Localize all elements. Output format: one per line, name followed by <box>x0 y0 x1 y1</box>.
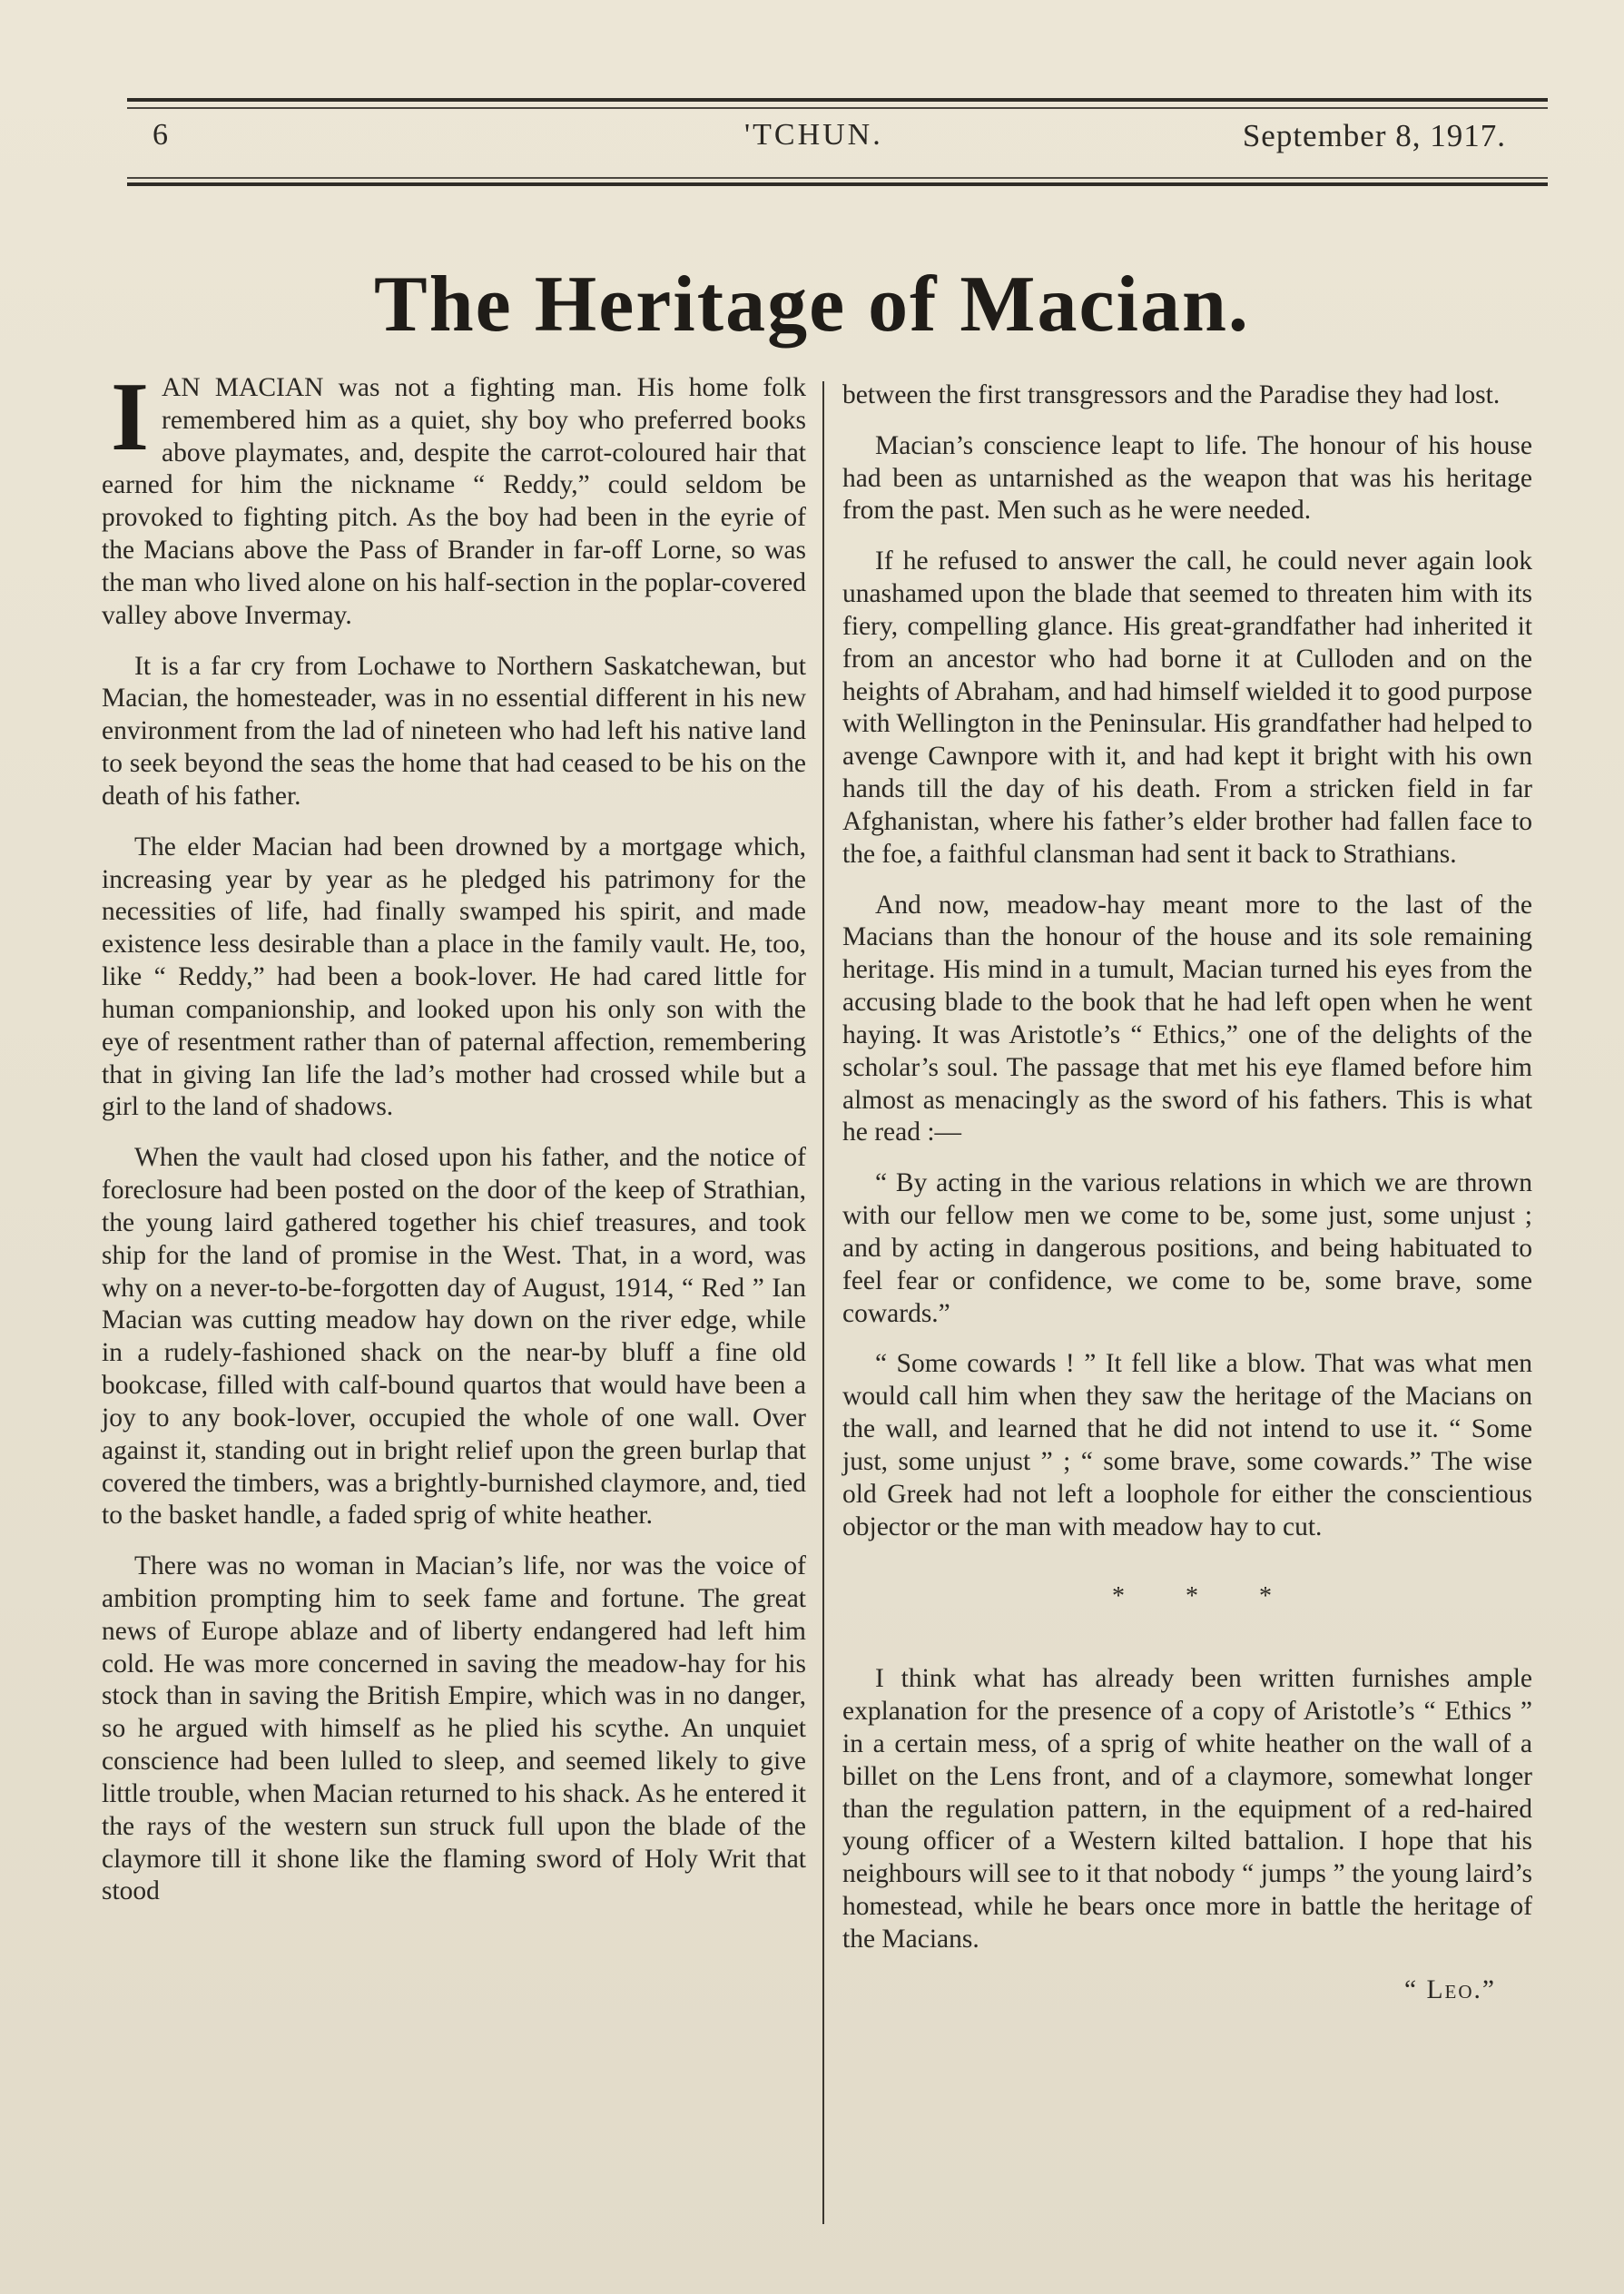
page-number: 6 <box>153 118 169 152</box>
article-column-right <box>842 379 1532 2007</box>
paragraph: between the first transgressors and the Paradise they had lost. <box>842 380 1501 409</box>
paragraph: Macian’s conscience leapt to life. The honour of his house had been as untarnished as the weapon that was his heritage from the past. Men such as he were needed. <box>842 430 1532 526</box>
header-rule-bottom <box>127 182 1548 186</box>
paragraph: If he refused to answer the call, he could never again look unashamed upon the blade that seemed to threaten him with its fiery, compelling glance. His great-grandfather had inherited it from an ancestor who had borne it at Culloden and on the heights of Abraham, and had himself wielded it to good purpose with Wellington in the Peninsular. His grandfather had helped to avenge Cawnpore with it, and had kept it bright with his own hands till the day of his death. From a stricken field in far Afghanistan, where his father’s elder brother had fallen face to the foe, a faithful clansman had sent it back to Strathians. <box>842 546 1532 869</box>
issue-date: September 8, 1917. <box>1242 118 1506 153</box>
drop-cap: I <box>111 363 150 471</box>
header-rule-top-thin <box>127 107 1548 109</box>
paragraph: It is a far cry from Lochawe to Northern Saskatchewan, but Macian, the homesteader, was in no essential different in his new environment from the lad of nineteen who had left his native land to seek beyond the seas the home that had ceased to be his on the death of his father. <box>102 651 806 811</box>
running-head: 'TCHUN. <box>744 118 883 152</box>
column-divider <box>822 381 824 2224</box>
postscript: I think what has already been written furnishes ample explanation for the presence of a copy of Aristotle’s “ Ethics ” in a certain mess, of a sprig of white heather on the wall of a billet on the Lens front, and of a claymore, somewhat longer than the regulation pattern, in the equipment of a red-haired young officer of a Western kilted battalion. I hope that his neighbours will see to it that nobody “ jumps ” the young laird’s homestead, while he bears once more in battle the heritage of the Macians. <box>842 1664 1532 1954</box>
article-title: The Heritage of Macian. <box>374 261 1250 349</box>
author-signature: “ Leo.” <box>1404 1974 1496 2004</box>
header-rule-bottom-thin <box>127 177 1548 179</box>
section-break: * * * <box>1112 1582 1299 1611</box>
header-rule-top <box>127 98 1548 102</box>
paragraph: When the vault had closed upon his father, and the notice of foreclosure had been posted on the door of the keep of Strathian, the young laird gathered together his chief treasures, and took ship for the land of promise in the West. That, in a word, was why on a never-to-be-forgotten day of August, 1914, “ Red ” Ian Macian was cutting meadow hay down on the river edge, while in a rudely-fashioned shack on the near-by bluff a fine old bookcase, filled with calf-bound quartos that would have been a joy to any book-lover, occupied the whole of one wall. Over against it, standing out in bright relief upon the green burlap that covered the timbers, was a brightly-burnished claymore, and, tied to the basket handle, a faded sprig of white heather. <box>102 1143 806 1531</box>
paragraph: The elder Macian had been drowned by a mortgage which, increasing year by year as he pledged his patrimony for the necessities of life, had finally swamped his spirit, and made existence less desirable than a place in the family vault. He, too, like “ Reddy,” had been a book-lover. He had cared little for human companionship, and looked upon his only son with the eye of resentment rather than of paternal affection, remembering that in giving Ian life the lad’s mother had crossed while but a girl to the land of shadows. <box>102 832 806 1122</box>
aristotle-quote: “ By acting in the various relations in which we are thrown with our fellow men we come to be, some just, some unjust ; and by acting in dangerous positions, and being habituated to feel fear or confidence, we come to be, some brave, some cowards.” <box>842 1168 1532 1328</box>
paragraph: IAN MACIAN was not a fighting man. His home folk remembered him as a quiet, shy boy who preferred books above playmates, and, despite the carrot-coloured hair that earned for him the nickname “ Reddy,” could seldom be provoked to fighting pitch. As the boy had been in the eyrie of the Macians above the Pass of Brander in far-off Lorne, so was the man who lived alone on his half-section in the poplar-covered valley above Invermay. <box>102 363 806 630</box>
paragraph: “ Some cowards ! ” It fell like a blow. That was what men would call him when they saw the heritage of the Macians on the wall, and learned that he did not intend to use it. “ Some just, some unjust ” ; “ some brave, some cowards.” The wise old Greek had not left a loophole for either the conscientious objector or the man with meadow hay to cut. <box>842 1349 1532 1541</box>
paragraph: And now, meadow-hay meant more to the last of the Macians than the honour of the house and its sole remaining heritage. His mind in a tumult, Macian turned his eyes from the accusing blade to the book that he had left open when he went haying. It was Aristotle’s “ Ethics,” one of the delights of the scholar’s soul. The passage that met his eye flamed before him almost as menacingly as the sword of his fathers. This is what he read :— <box>842 890 1532 1147</box>
article-column-left <box>102 363 806 1926</box>
paragraph: There was no woman in Macian’s life, nor was the voice of ambition prompting him to seek fame and fortune. The great news of Europe ablaze and of liberty endangered had left him cold. He was more concerned in saving the meadow-hay for his stock than in saving the British Empire, which was in no danger, so he argued with himself as he plied his scythe. An unquiet conscience had been lulled to sleep, and seemed likely to give little trouble, when Macian returned to his shack. As he entered it the rays of the western sun struck full upon the blade of the claymore till it shone like the flaming sword of Holy Writ that stood <box>102 1551 806 1906</box>
